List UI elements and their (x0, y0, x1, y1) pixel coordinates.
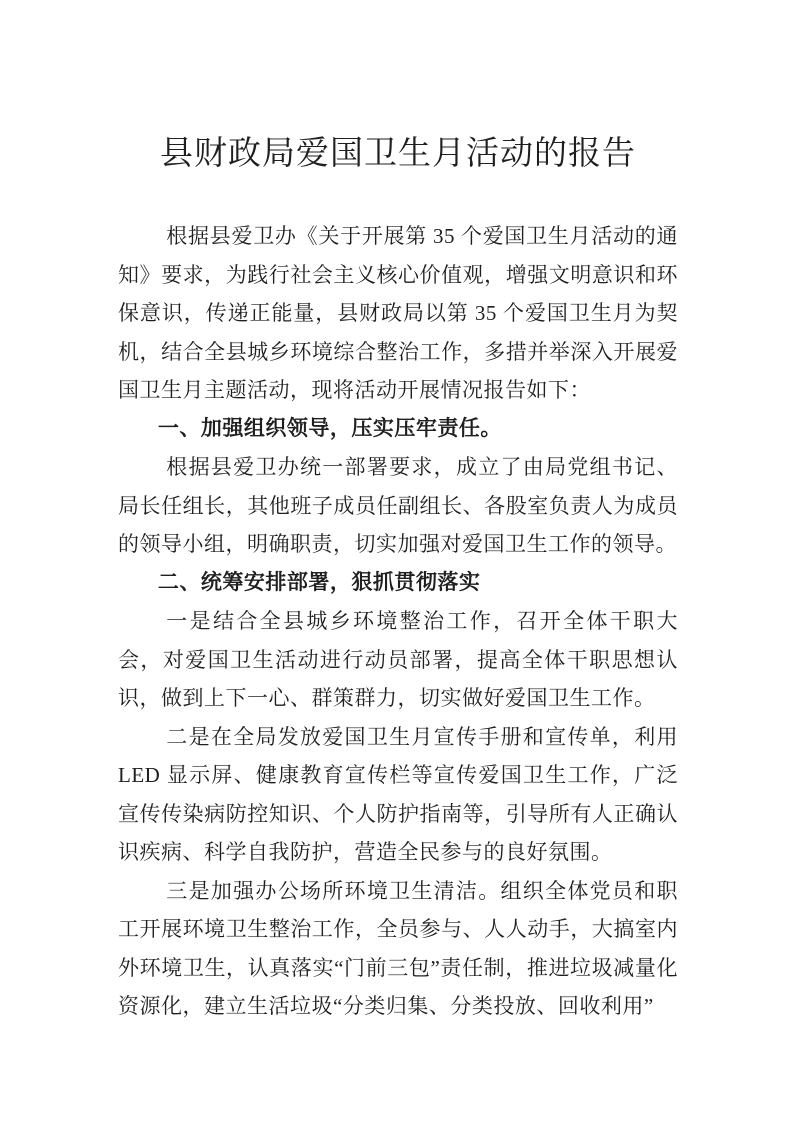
section-2-item-2: 二是在全局发放爱国卫生月宣传手册和宣传单，利用 LED 显示屏、健康教育宣传栏等宣传爱国卫生工作，广泛宣传传染病防控知识、个人防护指南等，引导所有人正确认识疾病、科学自我防护，营造全民参与的良好氛围。 (118, 724, 678, 864)
section-2-heading: 二、统筹安排部署，狠抓贯彻落实 (157, 570, 481, 594)
section-1-paragraph: 根据县爱卫办统一部署要求，成立了由局党组书记、局长任组长，其他班子成员任副组长、各股室负责人为成员的领导小组，明确职责，切实加强对爱国卫生工作的领导。 (118, 455, 678, 556)
section-1-heading: 一、加强组织领导，压实压牢责任。 (157, 416, 502, 440)
document-body (118, 217, 678, 1026)
section-2-item-1: 一是结合全县城乡环境整治工作，召开全体干职大会，对爱国卫生活动进行动员部署，提高全体干职思想认识，做到上下一心、群策群力，切实做好爱国卫生工作。 (118, 609, 678, 710)
intro-paragraph: 根据县爱卫办《关于开展第 35 个爱国卫生月活动的通知》要求，为践行社会主义核心价值观，增强文明意识和环保意识，传递正能量，县财政局以第 35 个爱国卫生月为契机，结合全县城乡环境综合整治工作，多措并举深入开展爱国卫生月主题活动，现将活动开展情况报告如下： (118, 224, 678, 402)
document-title: 县财政局爱国卫生月活动的报告 (160, 136, 636, 172)
section-2-item-3: 三是加强办公场所环境卫生清洁。组织全体党员和职工开展环境卫生整治工作，全员参与、人人动手，大搞室内外环境卫生，认真落实“门前三包”责任制，推进垃圾减量化资源化，建立生活垃圾“分类归集、分类投放、回收利用” (118, 878, 678, 1018)
